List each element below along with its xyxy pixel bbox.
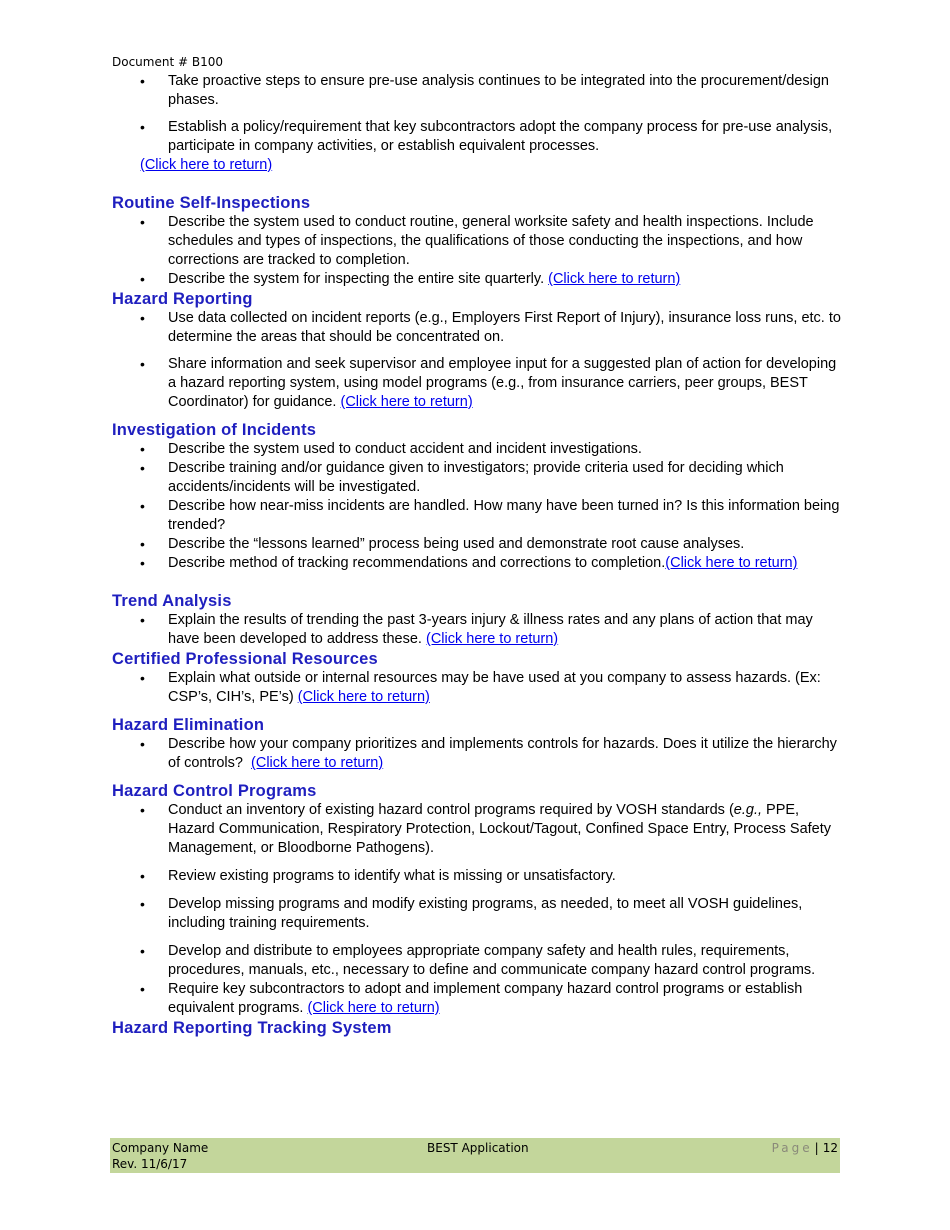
list-item: • Explain what outside or internal resources may be have used at you company to assess hazards. (Ex: CSP’s, CIH’s, PE’s) (Click here to return) bbox=[112, 669, 842, 707]
intro-return-row bbox=[112, 156, 842, 175]
list-item: • Describe method of tracking recommendations and corrections to completion.(Click here to return) bbox=[112, 554, 842, 573]
control-programs-list bbox=[112, 801, 842, 1018]
list-item: • Describe how your company prioritizes and implements controls for hazards. Does it utilize the hierarchy of controls? (Click here to return) bbox=[112, 735, 842, 773]
list-item: • Explain the results of trending the past 3-years injury & illness rates and any plans of action that may have been developed to address these. (Click here to return) bbox=[112, 611, 842, 649]
list-item: • Develop and distribute to employees appropriate company safety and health rules, requirements, procedures, manuals, etc., necessary to define and communicate company hazard control programs. bbox=[112, 942, 842, 980]
hazard-reporting-list bbox=[112, 309, 842, 412]
list-item: • Conduct an inventory of existing hazard control programs required by VOSH standards (e.g., PPE, Hazard Communication, Respiratory Protection, Lockout/Tagout, Confined Space Entry, Process Safety Management, or Bloodborne Pathogens). bbox=[112, 801, 842, 858]
intro-list bbox=[112, 72, 842, 156]
footer-page-label: Page bbox=[771, 1141, 813, 1155]
certified-heading: Certified Professional Resources bbox=[112, 650, 378, 668]
list-item: • Describe the system used to conduct routine, general worksite safety and health inspections. Include schedules and types of inspections, the qualifications of those conducting the inspections, and how corrections are tracked to completion. bbox=[112, 213, 842, 270]
list-item: • Take proactive steps to ensure pre-use analysis continues to be integrated into the procurement/design phases. bbox=[112, 72, 842, 110]
routine-heading: Routine Self-Inspections bbox=[112, 194, 311, 212]
return-link[interactable]: (Click here to return) bbox=[665, 555, 798, 571]
investigation-heading: Investigation of Incidents bbox=[112, 421, 317, 439]
investigation-list bbox=[112, 440, 842, 573]
page-footer bbox=[110, 1138, 840, 1173]
return-link[interactable]: (Click here to return) bbox=[297, 689, 430, 705]
return-link[interactable]: (Click here to return) bbox=[340, 394, 473, 410]
return-link[interactable]: (Click here to return) bbox=[425, 631, 559, 647]
hazard-reporting-heading: Hazard Reporting bbox=[112, 290, 253, 308]
control-programs-heading: Hazard Control Programs bbox=[112, 782, 317, 800]
return-link[interactable]: (Click here to return) bbox=[251, 755, 384, 771]
elimination-list bbox=[112, 735, 842, 773]
list-item: • Develop missing programs and modify existing programs, as needed, to meet all VOSH guidelines, including training requirements. bbox=[112, 895, 842, 933]
elimination-heading: Hazard Elimination bbox=[112, 716, 265, 734]
list-item: • Use data collected on incident reports (e.g., Employers First Report of Injury), insurance loss runs, etc. to determine the areas that should be concentrated on. bbox=[112, 309, 842, 347]
routine-list bbox=[112, 213, 842, 289]
list-item: • Describe the “lessons learned” process being used and demonstrate root cause analyses. bbox=[112, 535, 842, 554]
list-item: • Review existing programs to identify what is missing or unsatisfactory. bbox=[112, 867, 842, 886]
list-item: • Share information and seek supervisor and employee input for a suggested plan of action for developing a hazard reporting system, using model programs (e.g., from insurance carriers, peer groups, BEST Coordinator) for guidance. (Click here to return) bbox=[112, 355, 842, 412]
footer-application: BEST Application bbox=[427, 1141, 529, 1155]
list-item: • Require key subcontractors to adopt and implement company hazard control programs or establish equivalent programs. (Click here to return) bbox=[112, 980, 842, 1018]
list-item: • Establish a policy/requirement that key subcontractors adopt the company process for pre-use analysis, participate in company activities, or establish equivalent processes. bbox=[112, 118, 842, 156]
trend-list bbox=[112, 611, 842, 649]
list-item: • Describe how near-miss incidents are handled. How many have been turned in? Is this information being trended? bbox=[112, 497, 842, 535]
list-item: • Describe the system used to conduct accident and incident investigations. bbox=[112, 440, 842, 459]
return-link[interactable]: (Click here to return) bbox=[548, 271, 681, 287]
return-link[interactable]: (Click here to return) bbox=[307, 1000, 440, 1016]
return-link[interactable]: (Click here to return) bbox=[140, 157, 273, 173]
footer-revision: Rev. 11/6/17 bbox=[112, 1157, 188, 1171]
document-number: Document # B100 bbox=[112, 55, 223, 69]
footer-page-number: Page | 12 bbox=[771, 1141, 838, 1155]
list-item: • Describe training and/or guidance given to investigators; provide criteria used for deciding which accidents/incidents will be investigated. bbox=[112, 459, 842, 497]
page-content bbox=[112, 72, 842, 1038]
tracking-heading: Hazard Reporting Tracking System bbox=[112, 1019, 392, 1037]
certified-list bbox=[112, 669, 842, 707]
trend-heading: Trend Analysis bbox=[112, 592, 232, 610]
list-item: • Describe the system for inspecting the entire site quarterly. (Click here to return) bbox=[112, 270, 842, 289]
footer-company: Company Name bbox=[112, 1141, 209, 1155]
